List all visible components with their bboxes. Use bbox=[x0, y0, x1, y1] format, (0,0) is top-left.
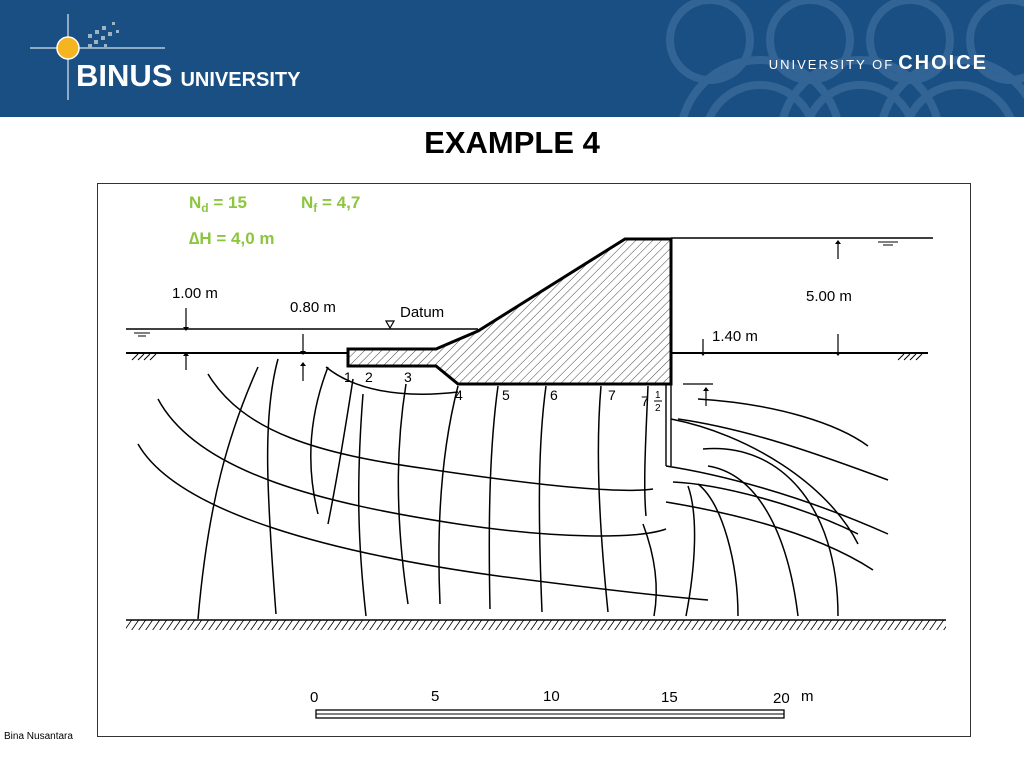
scale-tick-label: 5 bbox=[431, 688, 440, 705]
flow-net-diagram bbox=[98, 184, 972, 738]
scale-tick-label: 0 bbox=[310, 689, 319, 706]
scale-tick-label: 10 bbox=[543, 688, 560, 705]
brand-suffix: UNIVERSITY bbox=[180, 69, 301, 91]
tagline bbox=[769, 52, 988, 75]
node-label-1: 1 bbox=[344, 369, 352, 385]
upstream-depth-label: 1.00 m bbox=[172, 285, 218, 302]
node-label-half-den: 2 bbox=[655, 403, 661, 414]
headwater-drop-label: 5.00 m bbox=[806, 288, 852, 305]
node-label-7-half: 7 bbox=[641, 393, 649, 409]
tailwater-depth-label: 1.40 m bbox=[712, 328, 758, 345]
brand-name: BINUS bbox=[76, 58, 173, 93]
node-label-5: 5 bbox=[502, 387, 510, 403]
delta-h-value: ∆H = 4,0 m bbox=[189, 229, 275, 248]
node-label-3: 3 bbox=[404, 369, 412, 385]
dam-body bbox=[348, 239, 671, 384]
scale-bar bbox=[310, 688, 814, 718]
slide-title: EXAMPLE 4 bbox=[424, 125, 600, 160]
header-banner bbox=[0, 0, 1024, 117]
node-label-6: 6 bbox=[550, 387, 558, 403]
scale-tick-label: 20 bbox=[773, 690, 790, 707]
scale-tick-label: 15 bbox=[661, 689, 678, 706]
tagline-prefix: UNIVERSITY OF bbox=[768, 57, 895, 72]
datum-offset-label: 0.80 m bbox=[290, 299, 336, 316]
scale-unit: m bbox=[801, 688, 814, 705]
impermeable-base bbox=[126, 620, 946, 630]
node-label-2: 2 bbox=[365, 369, 373, 385]
flow-lines bbox=[138, 367, 888, 600]
sheet-pile bbox=[666, 384, 671, 466]
flow-net-figure bbox=[97, 183, 971, 737]
node-label-4: 4 bbox=[455, 387, 463, 403]
footer-note: Bina Nusantara bbox=[4, 731, 73, 742]
node-label-half-num: 1 bbox=[655, 390, 661, 401]
datum-label: Datum bbox=[400, 304, 445, 321]
brand-logo bbox=[76, 58, 300, 94]
nf-value: $N_f = 4,7$ bbox=[301, 193, 361, 215]
tagline-emphasis: CHOICE bbox=[898, 52, 988, 74]
node-label-7: 7 bbox=[608, 387, 616, 403]
nd-value: $N_d = 15$ bbox=[189, 193, 247, 215]
